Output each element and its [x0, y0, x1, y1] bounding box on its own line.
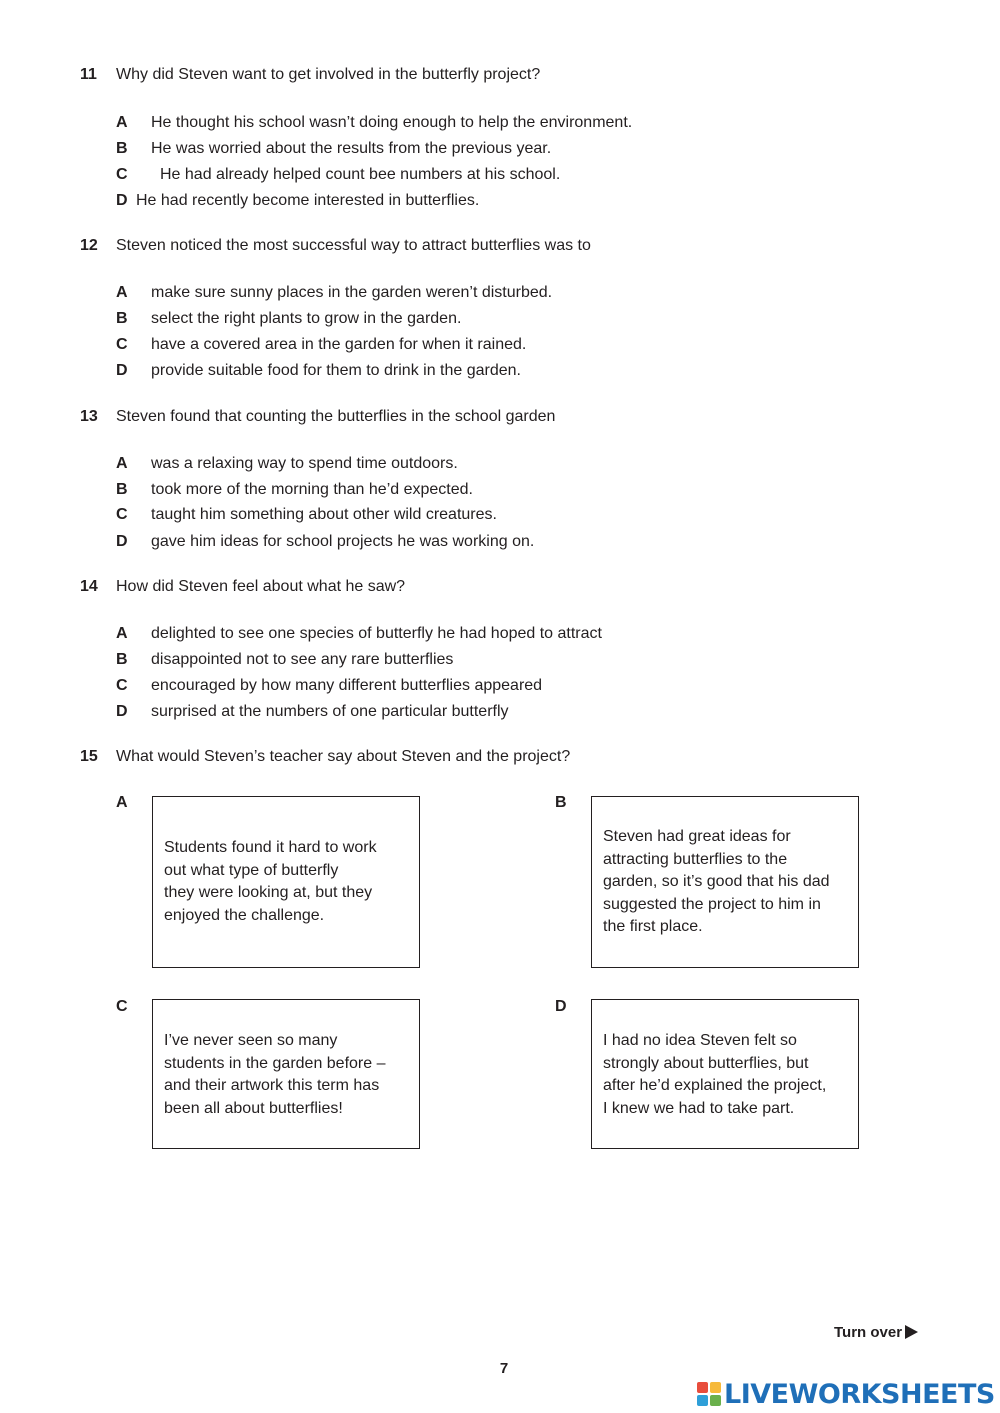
option-text: He thought his school wasn’t doing enough to help the environment. — [151, 114, 633, 131]
option-text: have a covered area in the garden for when it rained. — [151, 336, 527, 353]
brand-name: LIVEWORKSHEETS — [724, 1378, 995, 1410]
box-text: I had no idea Steven felt so strongly about butterflies, but after he’d explained the project, I knew we had to take part. — [603, 1032, 827, 1117]
option-letter: B — [116, 651, 128, 668]
liveworksheets-logo-icon — [697, 1382, 721, 1406]
box-label-c: C — [116, 998, 128, 1015]
option-text: make sure sunny places in the garden weren’t disturbed. — [151, 284, 553, 301]
option-text: encouraged by how many different butterflies appeared — [151, 677, 543, 694]
question-text: Steven noticed the most successful way to attract butterflies was to — [116, 237, 591, 254]
option-letter: B — [116, 481, 128, 498]
option-b[interactable] — [116, 140, 551, 158]
question-number: 12 — [80, 237, 98, 254]
option-letter: A — [116, 625, 128, 642]
option-c[interactable] — [116, 677, 542, 695]
question-text: How did Steven feel about what he saw? — [116, 578, 406, 595]
option-d[interactable] — [116, 533, 534, 551]
option-text: took more of the morning than he’d expected. — [151, 481, 473, 498]
question-text: What would Steven’s teacher say about Steven and the project? — [116, 748, 571, 765]
option-c[interactable] — [116, 506, 497, 524]
page-number: 7 — [499, 1360, 509, 1377]
option-letter: B — [116, 140, 128, 157]
option-text: He had already helped count bee numbers at his school. — [160, 166, 561, 183]
option-a[interactable] — [116, 625, 602, 643]
turn-over-label — [834, 1324, 918, 1341]
option-d[interactable] — [116, 192, 479, 210]
option-text: surprised at the numbers of one particular butterfly — [151, 703, 509, 720]
option-a[interactable] — [116, 455, 458, 473]
option-d[interactable] — [116, 362, 521, 380]
option-a[interactable] — [116, 284, 552, 302]
answer-box-c[interactable] — [152, 999, 420, 1149]
question-text: Steven found that counting the butterflies in the school garden — [116, 408, 556, 425]
option-letter: D — [116, 192, 128, 209]
option-b[interactable] — [116, 651, 453, 669]
option-letter: C — [116, 677, 128, 694]
box-text: Students found it hard to work out what type of butterfly they were looking at, but they enjoyed the challenge. — [164, 839, 377, 924]
option-letter: B — [116, 310, 128, 327]
question-number: 11 — [80, 66, 97, 83]
option-text: taught him something about other wild creatures. — [151, 506, 497, 523]
box-text: I’ve never seen so many students in the garden before – and their artwork this term has been all about butterflies! — [164, 1032, 386, 1117]
option-text: He was worried about the results from the previous year. — [151, 140, 552, 157]
option-text: delighted to see one species of butterfly he had hoped to attract — [151, 625, 602, 642]
option-text: was a relaxing way to spend time outdoors. — [151, 455, 458, 472]
option-text: gave him ideas for school projects he was working on. — [151, 533, 535, 550]
option-letter: D — [116, 703, 128, 720]
answer-box-a[interactable] — [152, 796, 420, 968]
question-text: Why did Steven want to get involved in the butterfly project? — [116, 66, 541, 83]
box-label-d: D — [555, 998, 567, 1015]
option-letter: A — [116, 114, 128, 131]
option-letter: A — [116, 284, 128, 301]
option-letter: D — [116, 362, 128, 379]
play-arrow-icon — [905, 1325, 918, 1339]
option-text: provide suitable food for them to drink in the garden. — [151, 362, 521, 379]
option-c[interactable] — [116, 166, 560, 184]
brand-logo[interactable] — [697, 1379, 995, 1409]
option-letter: A — [116, 455, 128, 472]
box-label-a: A — [116, 794, 128, 811]
box-label-b: B — [555, 794, 567, 811]
option-text: disappointed not to see any rare butterflies — [151, 651, 454, 668]
turn-over-text: Turn over — [834, 1324, 903, 1341]
box-text: Steven had great ideas for attracting butterflies to the garden, so it’s good that his dad suggested the project to him in the first place. — [603, 828, 830, 935]
question-number: 13 — [80, 408, 98, 425]
option-letter: D — [116, 533, 128, 550]
option-letter: C — [116, 506, 128, 523]
option-text: select the right plants to grow in the garden. — [151, 310, 462, 327]
question-number: 14 — [80, 578, 98, 595]
question-number: 15 — [80, 748, 98, 765]
option-letter: C — [116, 336, 128, 353]
option-a[interactable] — [116, 114, 632, 132]
option-text: He had recently become interested in butterflies. — [136, 192, 480, 209]
option-b[interactable] — [116, 481, 473, 499]
option-letter: C — [116, 166, 128, 183]
option-c[interactable] — [116, 336, 526, 354]
option-b[interactable] — [116, 310, 461, 328]
answer-box-d[interactable] — [591, 999, 859, 1149]
option-d[interactable] — [116, 703, 509, 721]
answer-box-b[interactable] — [591, 796, 859, 968]
